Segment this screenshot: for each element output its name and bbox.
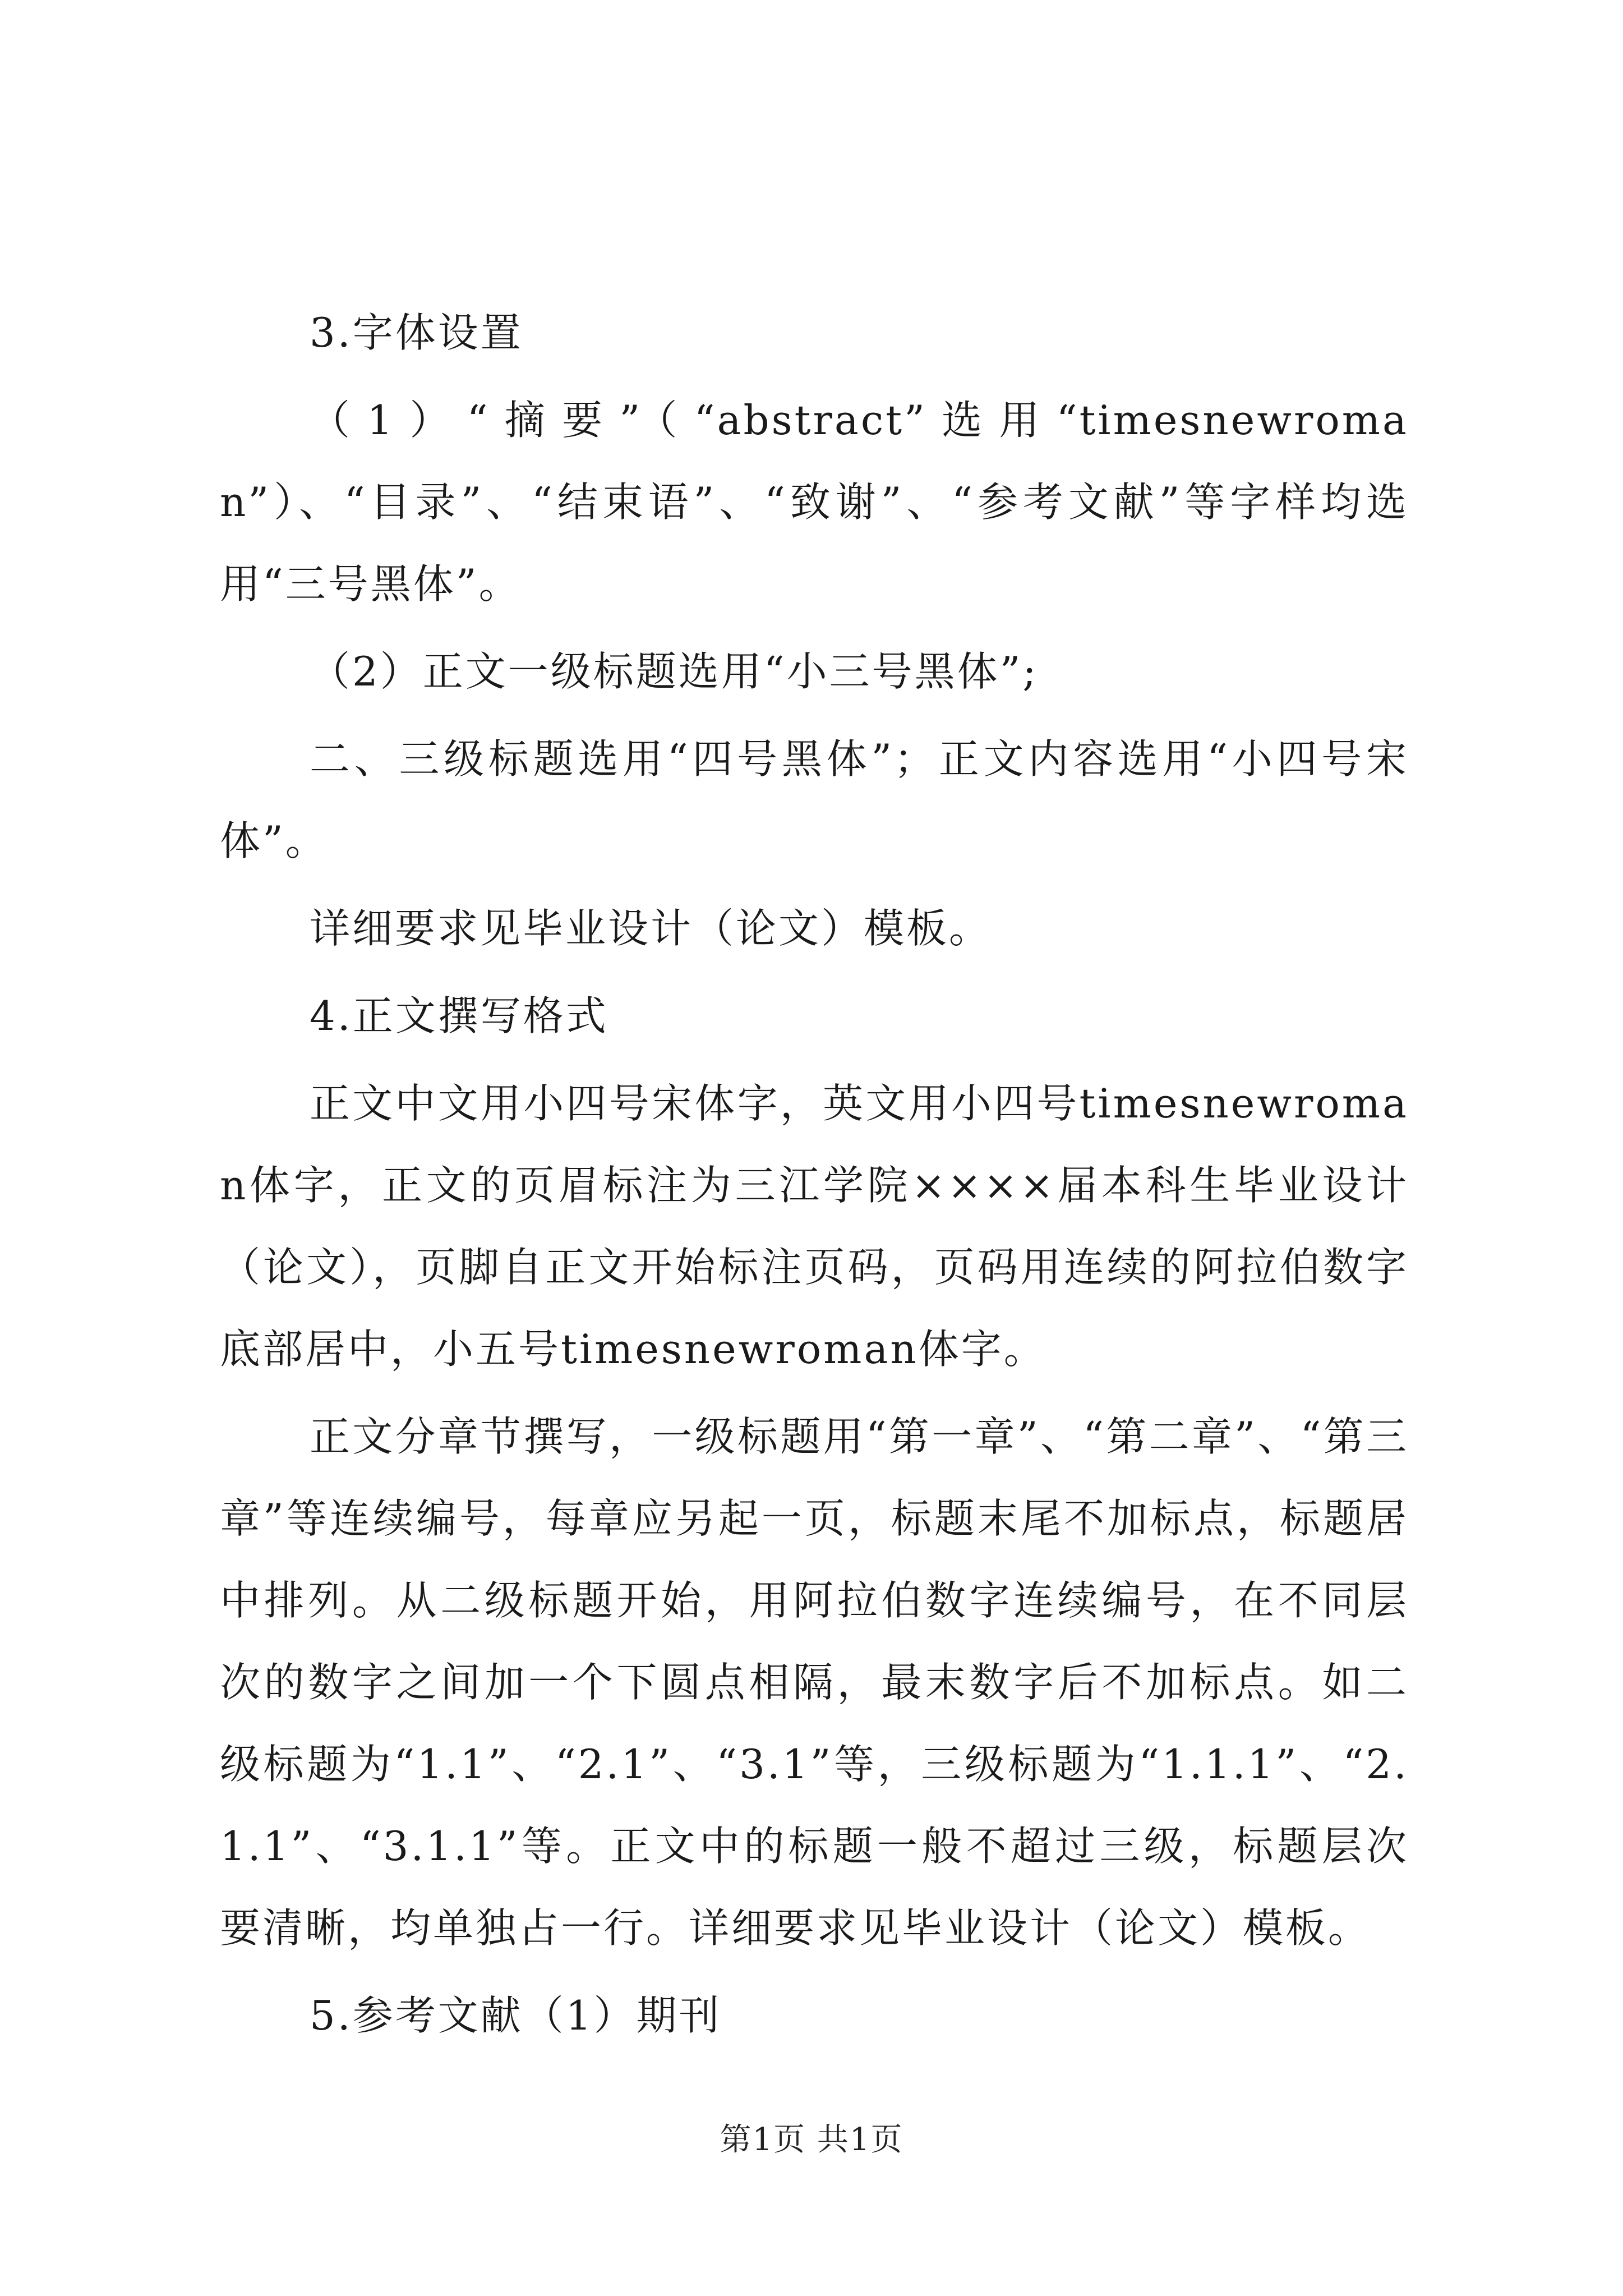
paragraph-font-item-3: 二、三级标题选用“四号黑体”；正文内容选用“小四号宋体”。: [220, 735, 1409, 864]
page-footer: 第1页 共1页: [720, 2122, 903, 2158]
paragraph-body-format: 正文中文用小四号宋体字，英文用小四号timesnewroman体字，正文的页眉标注为三江学院××××届本科生毕业设计（论文），页脚自正文开始标注页码，页码用连续的阿拉伯数字底部居中，小五号timesnewroman体字。: [220, 1080, 1409, 1373]
paragraph-font-item-1: （1）“摘要”（“abstract”选用“timesnewroman”）、“目录”、“结束语”、“致谢”、“参考文献”等字样均选用“三号黑体”。: [220, 397, 1409, 608]
paragraph-template-note: 详细要求见毕业设计（论文）模板。: [310, 905, 992, 952]
section-heading-body-format: 4.正文撰写格式: [310, 992, 608, 1039]
document-body: [220, 292, 1409, 2062]
section-heading-references: 5.参考文献（1）期刊: [310, 1992, 722, 2039]
section-heading-font-settings: 3.字体设置: [310, 309, 523, 356]
paragraph-font-item-2: （2）正文一级标题选用“小三号黑体”;: [310, 648, 1039, 695]
paragraph-chapter-numbering: 正文分章节撰写，一级标题用“第一章”、“第二章”、“第三章”等连续编号，每章应另起一页，标题末尾不加标点，标题居中排列。从二级标题开始，用阿拉伯数字连续编号，在不同层次的数字之间加一个下圆点相隔，最末数字后不加标点。如二级标题为“1.1”、“2.1”、“3.1”等，三级标题为“1.1.1”、“2.1.1”、“3.1.1”等。正文中的标题一般不超过三级，标题层次要清晰，均单独占一行。详细要求见毕业设计（论文）模板。: [220, 1413, 1409, 1952]
